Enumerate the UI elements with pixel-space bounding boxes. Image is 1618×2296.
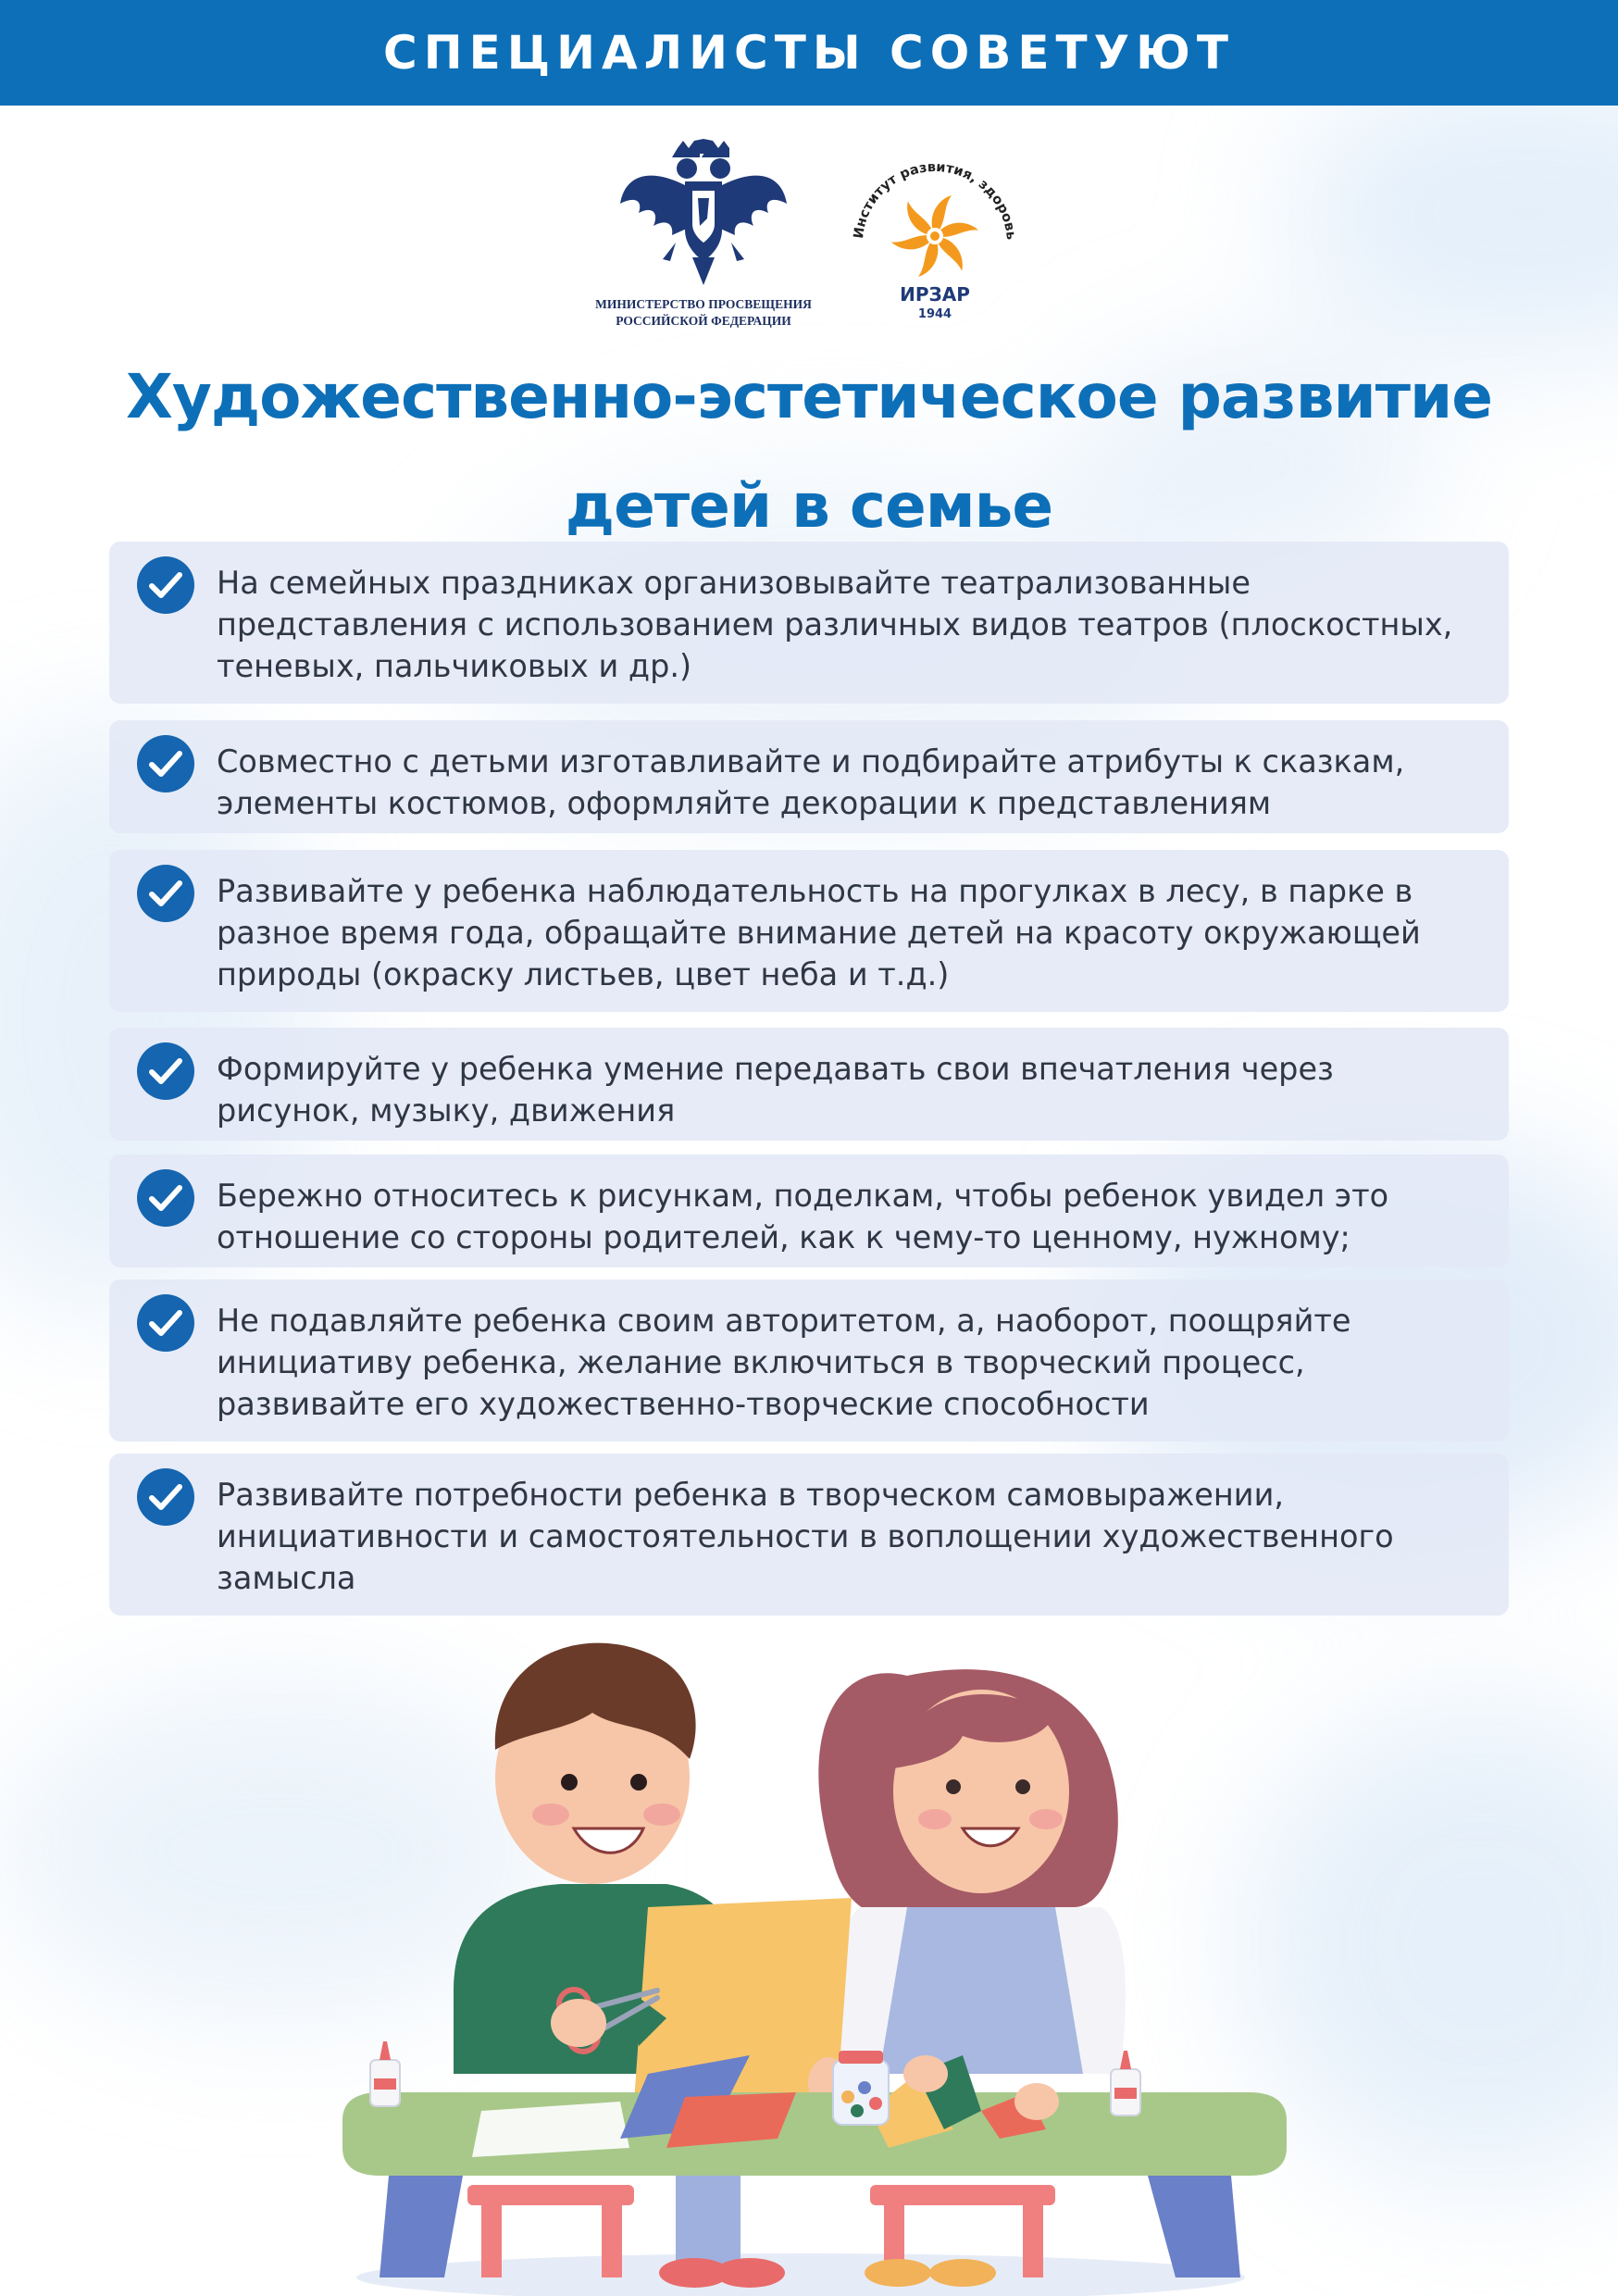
stool [870,2185,1055,2205]
checkmark-circle-icon [135,1041,196,1102]
checkmark-circle-icon [135,1292,196,1354]
tip-card [109,542,1509,704]
irzar-name: ИРЗАР [900,283,970,306]
top-banner [0,0,1618,106]
irzar-logo [842,134,1027,329]
checkmark-circle-icon [135,555,196,616]
svg-text:Институт развития, здоровья и [842,134,1018,241]
tip-text: Формируйте у ребенка умение передавать свои впечатления через рисунок, музыку, движения [217,1051,1334,1129]
children-crafting-at-table-icon [315,1555,1287,2296]
table-leg [1148,2176,1240,2277]
logos-row [0,130,1618,333]
tip-card [109,850,1509,1012]
orange-flower-emblem-icon [842,134,1027,329]
table-leg [380,2176,463,2277]
tip-text: Не подавляйте ребенка своим авторитетом, а, наоборот, поощряйте инициативу ребенка, желание включиться в творческий процесс, развивайте его художественно-творческие способности [217,1303,1351,1422]
banner-title: СПЕЦИАЛИСТЫ СОВЕТУЮТ [383,26,1235,80]
tip-card [109,1154,1509,1267]
tip-card [109,1279,1509,1441]
page-title-line1: Художественно-эстетическое развитие [125,361,1493,432]
page-title-line2: детей в семье [565,470,1053,542]
irzar-year: 1944 [917,307,952,321]
ministry-caption-line1: МИНИСТЕРСТВО ПРОСВЕЩЕНИЯ [595,297,812,311]
checkmark-circle-icon [135,1466,196,1528]
tip-text: Развивайте потребности ребенка в творческом самовыражении, инициативности и самостоятельности в воплощении художественного замысла [217,1477,1394,1596]
irzar-arc-text: Институт развития, здоровь [852,159,1018,241]
glue-bottle-icon [370,2041,400,2106]
tip-text: Бережно относитесь к рисункам, поделкам, чтобы ребенок увидел это отношение со стороны родителей, как к чему-то ценному, нужному; [217,1178,1389,1255]
double-headed-eagle-icon [620,139,787,292]
tip-text: Совместно с детьми изготавливайте и подбирайте атрибуты к сказкам, элементы костюмов, оформляйте декорации к представлениям [217,743,1405,821]
button-jar-icon [833,2051,889,2125]
ministry-caption [592,296,815,330]
tip-text: На семейных праздниках организовывайте театрализованные представления с использованием различных видов театров (плоскостных, теневых, пальчиковых и др.) [217,565,1453,684]
stool [467,2185,634,2205]
tip-text: Развивайте у ребенка наблюдательность на прогулках в лесу, в парке в разное время года, обращайте внимание детей на красоту окружающей природы (окраску листьев, цвет неба и т.д.) [217,873,1421,992]
ministry-logo [592,139,815,333]
girl-pinafore [879,1907,1083,2074]
checkmark-circle-icon [135,733,196,794]
tip-card [109,1028,1509,1141]
page-title [0,343,1618,561]
checkmark-circle-icon [135,863,196,924]
tip-card [109,1454,1509,1616]
ministry-caption-line2: РОССИЙСКОЙ ФЕДЕРАЦИИ [616,314,791,328]
tip-card [109,720,1509,833]
checkmark-circle-icon [135,1167,196,1229]
